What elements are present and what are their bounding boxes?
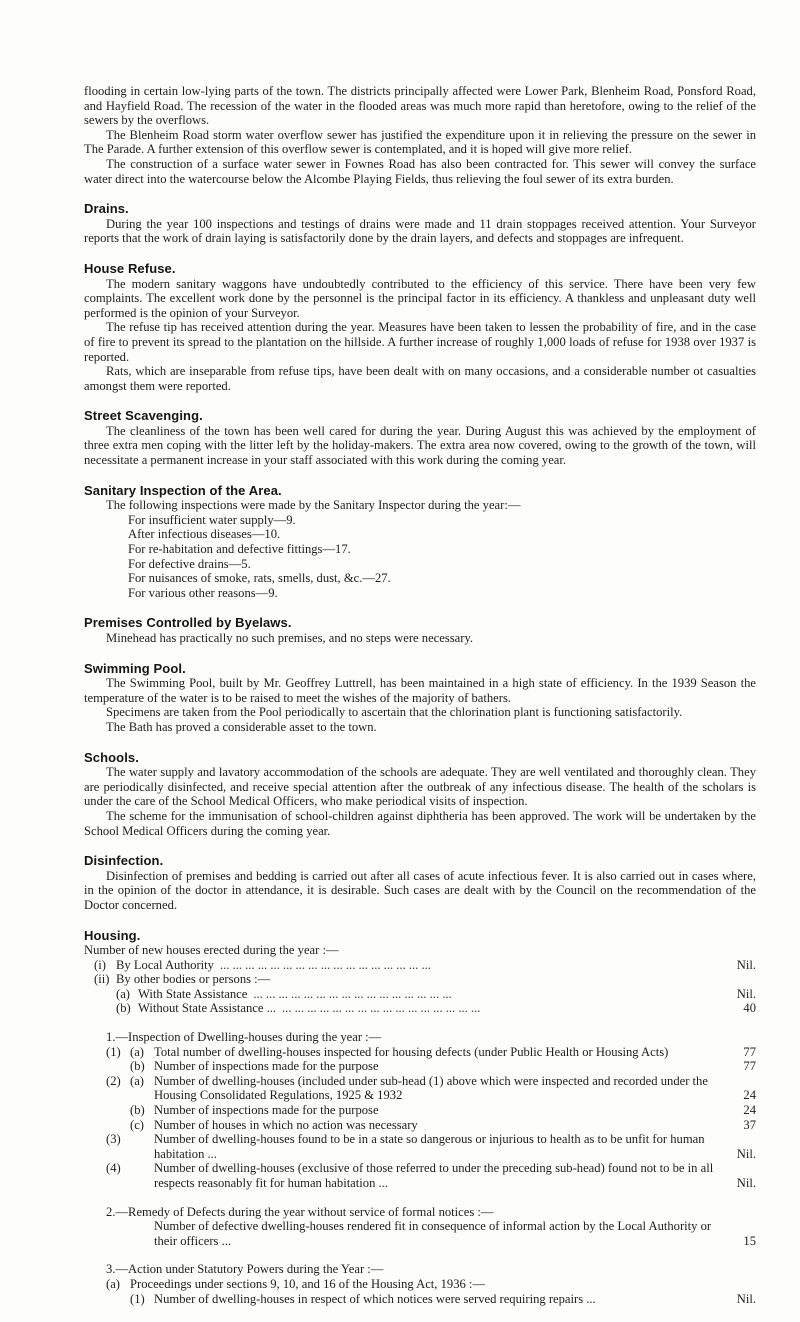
paragraph: The water supply and lavatory accommodation of the schools are adequate. They are well ventilated and thoroughly clean. They are periodically disinfected, and receive special attention after the outbreak of any infectious disease. The health of the scholars is under the care of the School Medical Officers, who make periodical visits of inspection. [84, 765, 756, 809]
item-text: Number of dwelling-houses (exclusive of those referred to under the preceding sub-head) found not to be in all respects reasonably fit for human habitation ... [154, 1161, 714, 1190]
housing-new-houses-label: Number of new houses erected during the year :— [84, 943, 339, 958]
section-heading-disinfection: Disinfection. [84, 853, 164, 869]
housing-row-local-authority: (i) By Local Authority ... ... ... ... ... ... ... ... ... ... ... ... ... ... ... ... ... Nil. [94, 957, 756, 972]
value: 37 [743, 1117, 756, 1132]
housing-section-3-title: 3.—Action under Statutory Powers during the Year :— [106, 1262, 384, 1277]
paragraph: Specimens are taken from the Pool periodically to ascertain that the chlorination plant is functioning satisfactorily. [106, 705, 683, 720]
list-item: For insufficient water supply—9. [128, 512, 296, 527]
housing-section-1-title: 1.—Inspection of Dwelling-houses during the year :— [106, 1030, 382, 1045]
paragraph: The construction of a surface water sewer in Fownes Road has also been contracted for. This sewer will convey the surface water direct into the watercourse below the Alcombe Playing Fields, thus relieving the foul sewer of its extra burden. [84, 156, 756, 186]
item-text: Total number of dwelling-houses inspected for housing defects (under Public Health or Housing Acts) [154, 1044, 669, 1059]
housing-item-2b: (b) Number of inspections made for the purpose 24 [130, 1103, 756, 1118]
item-text: Number of inspections made for the purpose [154, 1059, 379, 1074]
housing-item-3a: (a) Proceedings under sections 9, 10, and 16 of the Housing Act, 1936 :— [84, 1277, 756, 1292]
value: Nil. [736, 957, 756, 972]
paragraph: The Bath has proved a considerable asset to the town. [106, 719, 377, 734]
housing-item-informal-action [84, 1219, 756, 1248]
value: 77 [743, 1044, 756, 1059]
list-item: After infectious diseases—10. [128, 527, 281, 542]
value: 24 [743, 1103, 756, 1118]
leader-dots: ... ... ... ... ... ... ... ... ... ... ... ... ... ... ... ... [282, 1001, 481, 1016]
item-text: Proceedings under sections 9, 10, and 16 of the Housing Act, 1936 :— [130, 1276, 486, 1291]
list-item: For re-habitation and defective fittings—17. [128, 542, 351, 557]
item-text: Number of houses in which no action was necessary [154, 1117, 418, 1132]
value: Nil. [736, 1291, 756, 1306]
section-heading-sanitary-inspection: Sanitary Inspection of the Area. [84, 482, 282, 498]
paragraph: The cleanliness of the town has been well cared for during the year. During August this was achieved by the employment of three extra men coping with the litter left by the holiday-makers. The extra area now covered, owing to the growth of the town, will necessitate a permanent increase in your staff associated with this work during the coming year. [84, 423, 756, 468]
housing-item-4: (4) Number of dwelling-houses (exclusive of those referred to under the preceding sub-head) found not to be in all respects reasonably fit for human habitation ... Nil. [106, 1161, 756, 1190]
housing-row-other-bodies: (ii) By other bodies or persons :— [94, 972, 271, 987]
paragraph: The Blenheim Road storm water overflow sewer has justified the expenditure upon it in relieving the pressure on the sewer in The Parade. A further extension of this overflow sewer is contemplated, and it is hoped will give more relief. [84, 127, 756, 157]
value: Nil. [736, 1146, 756, 1161]
section-heading-schools: Schools. [84, 749, 139, 765]
paragraph: Disinfection of premises and bedding is carried out after all cases of acute infectious fever. It is also carried out in cases where, in the opinion of the doctor in attendance, it is desirable. Such cases are dealt with by the Council on the recommendation of the Doctor concerned. [84, 868, 756, 912]
section-heading-premises: Premises Controlled by Byelaws. [84, 615, 292, 631]
inspection-list [84, 513, 756, 601]
value: 77 [743, 1059, 756, 1074]
housing-row-without-state-assistance: (b) Without State Assistance ... ... ... ... ... ... ... ... ... ... ... ... ... ... ... ... ... 40 [116, 1001, 756, 1016]
housing-item-2c: (c) Number of houses in which no action was necessary 37 [130, 1117, 756, 1132]
leader-dots: ... ... ... ... ... ... ... ... ... ... ... ... ... ... ... ... ... [219, 957, 431, 972]
value: 15 [743, 1233, 756, 1248]
value: 40 [743, 1001, 756, 1016]
housing-section-2-title: 2.—Remedy of Defects during the year without service of formal notices :— [106, 1204, 494, 1219]
report-column [84, 84, 756, 1306]
list-item: For defective drains—5. [128, 556, 251, 571]
paragraph: Rats, which are inseparable from refuse tips, have been dealt with on many occasions, and a considerable number ot casualties amongst them were reported. [84, 364, 756, 393]
list-item: For various other reasons—9. [128, 585, 278, 600]
housing-item-2a: (2) (a) Number of dwelling-houses (included under sub-head (1) above which were inspected and recorded under the Housing Consolidated Regulations, 1925 & 1932 24 [106, 1073, 756, 1103]
item-text: Number of dwelling-houses found to be in a state so dangerous or injurious to health as to be unfit for human habitation ... [154, 1132, 705, 1161]
list-item: For nuisances of smoke, rats, smells, dust, &c.—27. [128, 571, 391, 586]
section-heading-housing: Housing. [84, 927, 141, 943]
paragraph: Minehead has practically no such premises, and no steps were necessary. [106, 631, 474, 645]
item-text: Number of dwelling-houses (included under sub-head (1) above which were inspected and recorded under the Housing Consolidated Regulations, 1925 & 1932 [154, 1073, 708, 1103]
value: Nil. [736, 986, 756, 1001]
item-text: Number of defective dwelling-houses rendered fit in consequence of informal action by the Local Authority or their officers ... [154, 1219, 712, 1248]
section-heading-drains: Drains. [84, 201, 129, 217]
item-text: Number of dwelling-houses in respect of which notices were served requiring repairs ... [154, 1291, 596, 1306]
section-heading-street-scavenging: Street Scavenging. [84, 408, 203, 424]
paragraph: The scheme for the immunisation of school-children against diphtheria has been approved. The work will be undertaken by the School Medical Officers during the coming year. [84, 808, 756, 838]
housing-item-1a: (1) (a) Total number of dwelling-houses inspected for housing defects (under Public Health or Housing Acts) 77 [106, 1044, 756, 1059]
paragraph: The modern sanitary waggons have undoubtedly contributed to the efficiency of this service. There have been very few complaints. The excellent work done by the personnel is the principal factor in its efficiency. A thankless and unpleasant duty well performed is the opinion of your Surveyor. [84, 276, 756, 320]
paragraph: The Swimming Pool, built by Mr. Geoffrey Luttrell, has been maintained in a high state of efficiency. In the 1939 Season the temperature of the water is to be raised to meet the wishes of the majority of bathers. [84, 676, 756, 705]
item-text: Number of inspections made for the purpose [154, 1103, 379, 1118]
section-heading-swimming-pool: Swimming Pool. [84, 660, 186, 676]
paragraph: The refuse tip has received attention during the year. Measures have been taken to lessen the probability of fire, and in the case of fire to prevent its spread to the plantation on the hillside. A further increase of roughly 1,000 loads of refuse for 1938 over 1937 is reported. [84, 320, 756, 364]
housing-item-1b: (b) Number of inspections made for the purpose 77 [130, 1059, 756, 1074]
paragraph: During the year 100 inspections and testings of drains were made and 11 drain stoppages received attention. Your Surveyor reports that the work of drain laying is satisfactorily done by the drain layers, and defects and stoppages are infrequent. [84, 216, 756, 246]
value: Nil. [736, 1176, 756, 1190]
paragraph: flooding in certain low-lying parts of the town. The districts principally affected were Lower Park, Blenheim Road, Ponsford Road, and Hayfield Road. The recession of the water in the flooded areas was much more rapid than heretofore, owing to the relief of the sewers by the overflows. [84, 84, 756, 128]
value: 24 [743, 1088, 756, 1103]
housing-item-3: (3) Number of dwelling-houses found to be in a state so dangerous or injurious to health as to be unfit for human habitation ... Nil. [106, 1132, 756, 1161]
leader-dots: ... ... ... ... ... ... ... ... ... ... ... ... ... ... ... ... [253, 986, 452, 1001]
section-heading-house-refuse: House Refuse. [84, 260, 176, 276]
paragraph: The following inspections were made by the Sanitary Inspector during the year:— [106, 498, 521, 513]
housing-item-3a-1: (1) Number of dwelling-houses in respect of which notices were served requiring repairs ... Nil. [130, 1291, 756, 1306]
housing-row-with-state-assistance: (a) With State Assistance ... ... ... ... ... ... ... ... ... ... ... ... ... ... ... ... Nil. [116, 986, 756, 1001]
